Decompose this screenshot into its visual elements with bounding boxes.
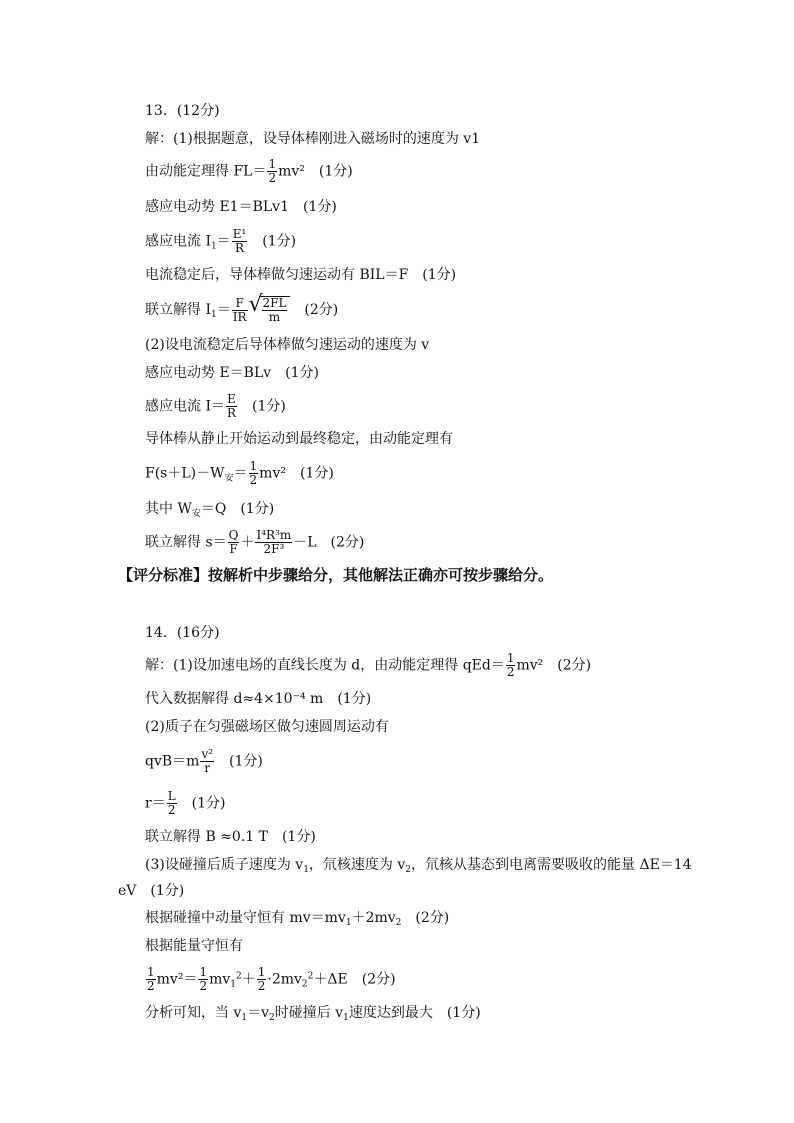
- scoring-criteria: 【评分标准】按解析中步骤给分，其他解法正确亦可按步骤给分。: [118, 566, 554, 584]
- q13-line-11: $F(s+L)-W_安=$ $\frac{1}{2}$ mv² (1分): [145, 459, 334, 487]
- fraction: $\frac{L}{2}$: [167, 789, 176, 817]
- q14-line-3: (2)质子在匀强磁场区做匀速圆周运动有: [145, 719, 389, 735]
- fraction: $\frac{Q}{F}$: [228, 528, 239, 556]
- fraction: $\frac{\text{E¹}}{R}$: [232, 227, 247, 255]
- fraction: $\frac{1}{2}$: [147, 965, 155, 993]
- q14-line-4: qvB＝m $\frac{\text{v²}}{r}$ (1分): [145, 747, 263, 775]
- q13-line-9: 感应电流 I＝ $\frac{E}{R}$ (1分): [145, 392, 286, 420]
- q13-line-10: 导体棒从静止开始运动到最终稳定，由动能定理有: [145, 431, 453, 447]
- fraction: $\frac{1}{2}$: [199, 965, 208, 993]
- q14-line-11: $\frac{1}{2}$ mv²＝ $\frac{1}{2}$ $mv_1^2+$ $\frac{1}{2}$ $\cdot 2mv_2^2+\Delta E$ (2分): [147, 965, 396, 993]
- q13-line-7: (2)设电流稳定后导体棒做匀速运动的速度为 v: [145, 337, 430, 353]
- q13-line-1: 解：(1)根据题意，设导体棒刚进入磁场时的速度为 v1: [145, 131, 481, 147]
- q13-l2-text: 由动能定理得 FL＝: [145, 163, 267, 180]
- q13-line-3: 感应电动势 E1＝BLv1 (1分): [145, 199, 337, 215]
- square-root: [248, 292, 291, 324]
- q14-header: 14．(16分): [145, 625, 220, 641]
- q13-line-5: 电流稳定后，导体棒做匀速运动有 BIL＝F (1分): [145, 267, 457, 283]
- fraction: $\frac{1}{2}$: [257, 965, 266, 993]
- q13-line-4: 感应电流 $I_1=$ $\frac{\text{E¹}}{R}$ (1分): [145, 227, 297, 255]
- fraction: $\frac{1}{2}$: [506, 651, 515, 679]
- q13-header: 13．(12分): [145, 103, 220, 119]
- q14-line-8: eV (1分): [118, 883, 185, 899]
- q14-line-2: 代入数据解得 d≈4×10⁻⁴ m (1分): [145, 691, 372, 707]
- q13-line-8: 感应电动势 E＝BLv (1分): [145, 365, 319, 381]
- fraction: $\frac{F}{IR}$: [232, 295, 247, 324]
- q14-line-5: r＝ $\frac{L}{2}$ (1分): [145, 789, 226, 817]
- fraction: $\frac{\text{I⁴R³m}}{\text{2F³}}$: [256, 528, 292, 556]
- fraction: $\frac{1}{2}$: [249, 459, 258, 487]
- fraction: $\frac{\text{v²}}{r}$: [201, 747, 214, 775]
- q14-line-7: (3)设碰撞后质子速度为 $v_1$，氘核速度为 $v_2$，氘核从基态到电离需要吸收的能量 ΔE＝14: [145, 857, 692, 875]
- fraction: $\frac{E}{R}$: [226, 392, 237, 420]
- q14-line-1: 解：(1)设加速电场的直线长度为 d，由动能定理得 qEd＝ $\frac{1}{2}$ mv² (2分): [145, 651, 592, 679]
- fraction: $\frac{1}{2}$: [268, 157, 277, 185]
- q13-line-2: 由动能定理得 FL＝ $\frac{1}{2}$ mv² (1分): [145, 157, 353, 185]
- fraction: $\frac{2FL}{m}$: [262, 296, 287, 324]
- radical-sign-icon: √: [248, 292, 263, 317]
- q13-line-13: 联立解得 s＝ $\frac{Q}{F}$ ＋ $\frac{\text{I⁴R³m}}{\text{2F³}}$ －L (2分): [145, 528, 365, 556]
- q14-line-10: 根据能量守恒有: [145, 938, 243, 954]
- q13-line-6: 联立解得 $I_1=$ $\frac{F}{IR}$ √ $\frac{2FL}{m}$ (2分): [145, 292, 339, 324]
- q14-line-12: 分析可知，当 $v_1=v_2$时碰撞后 $v_1$速度达到最大 (1分): [145, 1005, 481, 1023]
- q14-line-9: 根据碰撞中动量守恒有 $mv=mv_1+2mv_2$ (2分): [145, 910, 450, 928]
- q14-line-6: 联立解得 B ≈0.1 T (1分): [145, 829, 316, 845]
- q13-line-12: 其中 $W_安=Q$ (1分): [145, 501, 275, 519]
